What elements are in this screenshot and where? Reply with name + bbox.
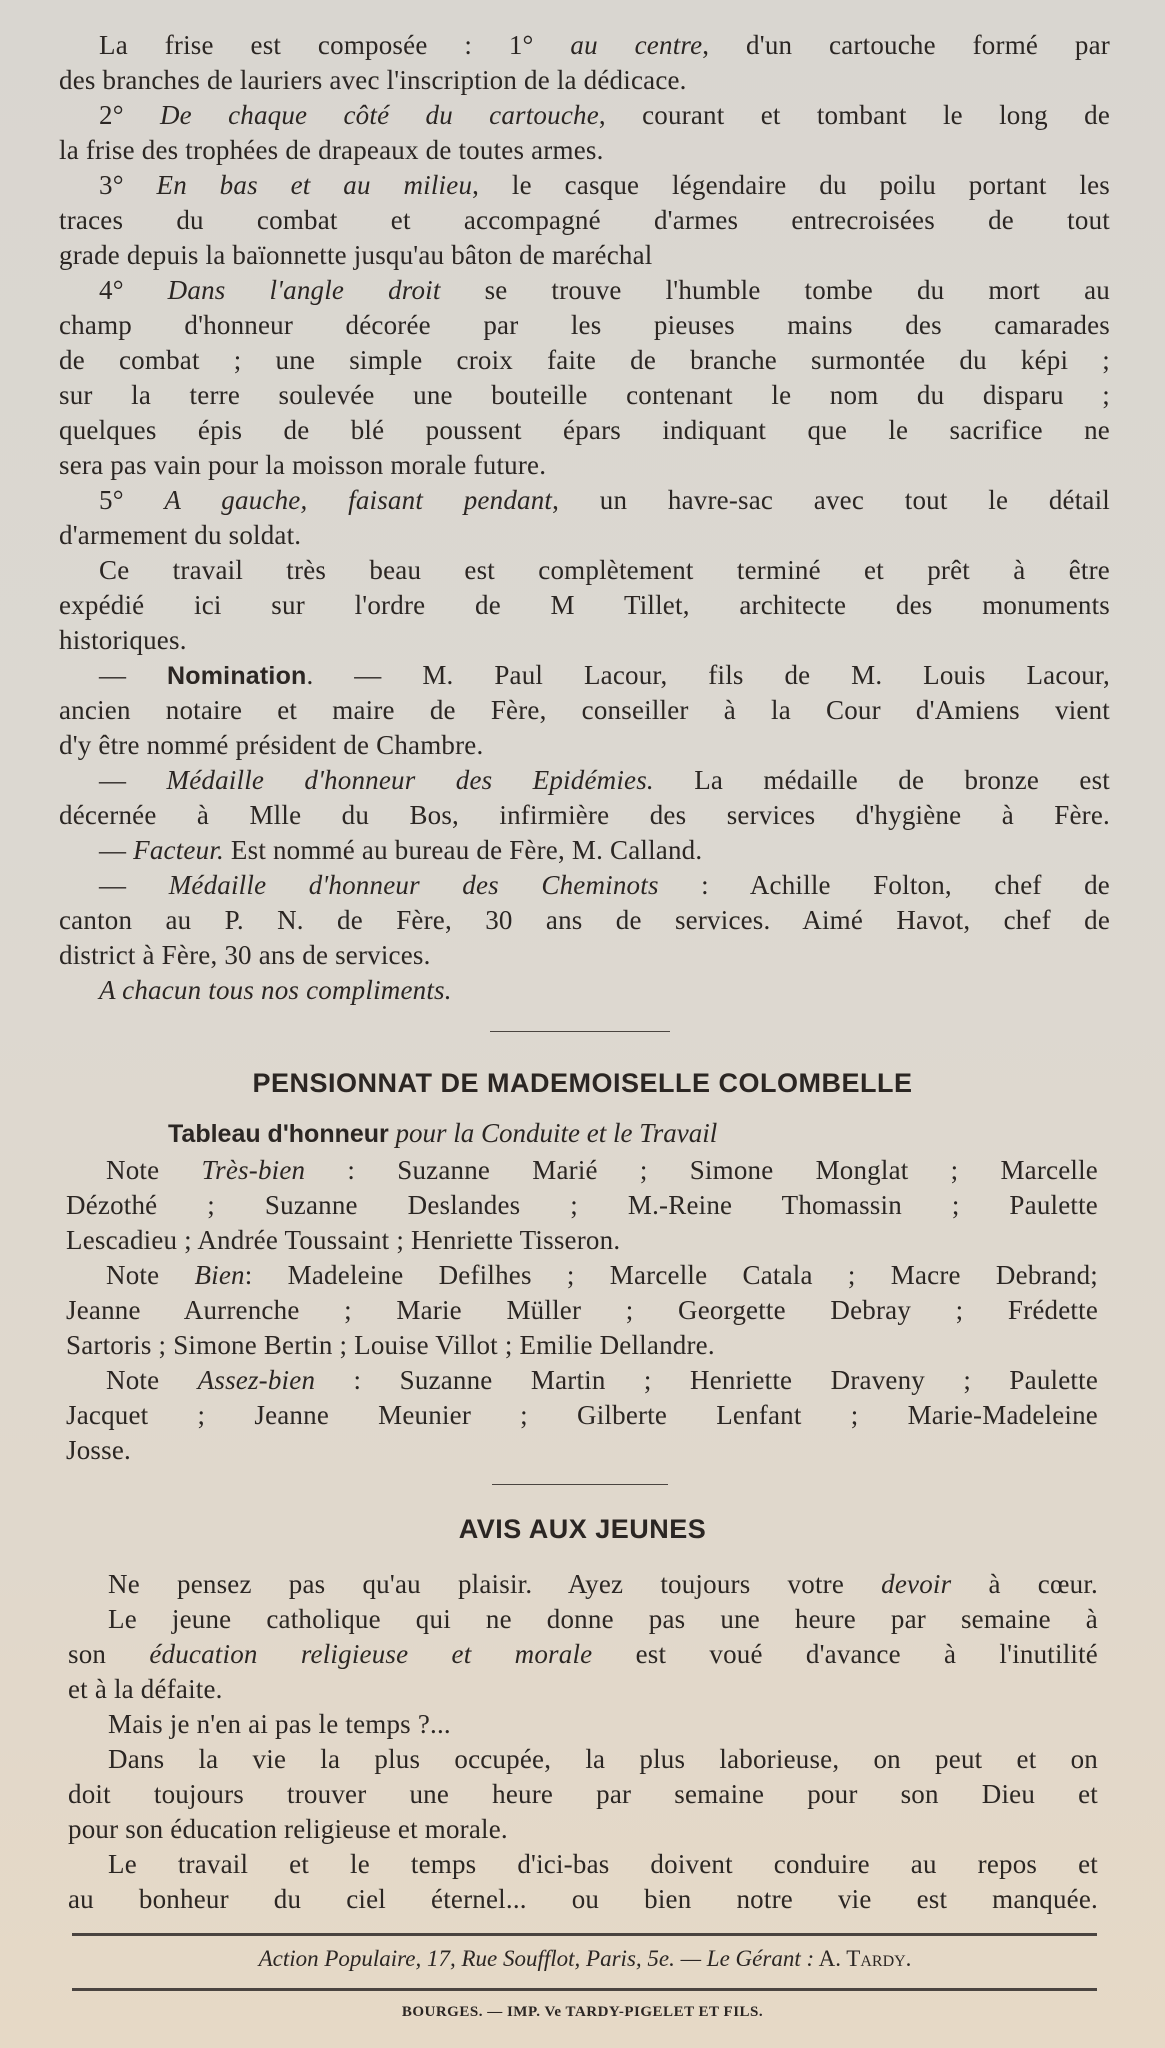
text-line (68, 1637, 1098, 1672)
text-segment: La médaille de bronze est (653, 765, 1110, 795)
text-line (68, 1567, 1098, 1602)
text-line (68, 1602, 1098, 1637)
text-segment: : Suzanne Marié ; Simone Monglat ; Marcelle (305, 1155, 1098, 1185)
text-line (59, 623, 1110, 658)
text-segment: à cœur. (951, 1569, 1098, 1599)
text-line (59, 588, 1110, 623)
italic-text: En bas et au milieu (156, 170, 473, 200)
italic-text: au centre (570, 30, 703, 60)
text-segment: quelques épis de blé poussent épars indiquant que le sacrifice ne (59, 415, 1110, 445)
text-segment: pour son éducation religieuse et morale. (68, 1814, 508, 1844)
italic-text: Très-bien (201, 1155, 306, 1185)
pensionnat-heading: PENSIONNAT DE MADEMOISELLE COLOMBELLE (252, 1068, 913, 1098)
text-segment: ancien notaire et maire de Fère, conseiller à la Cour d'Amiens vient (59, 695, 1110, 725)
text-segment: , courant et tombant le long de (598, 100, 1111, 130)
italic-text: A chacun tous nos compliments. (99, 975, 452, 1005)
text-line (66, 1188, 1098, 1223)
text-segment: doit toujours trouver une heure par semaine pour son Dieu et (68, 1779, 1098, 1809)
italic-text: Médaille d'honneur des Cheminots (168, 870, 659, 900)
text-line (59, 133, 1110, 168)
text-line (59, 553, 1110, 588)
text-line (66, 1258, 1098, 1293)
text-segment: , d'un cartouche formé par (702, 30, 1110, 60)
footer-publisher (85, 1946, 1085, 1972)
text-segment: de combat ; une simple croix faite de branche surmontée du képi ; (59, 345, 1110, 375)
text-segment: au bonheur du ciel éternel... ou bien notre vie est manquée. (68, 1884, 1098, 1914)
manager-name: A. Tardy. (814, 1946, 912, 1971)
text-segment: La frise est composée : 1° (99, 30, 571, 60)
text-line (68, 1812, 1098, 1847)
text-line (66, 1328, 1098, 1363)
italic-text: Assez-bien (197, 1365, 316, 1395)
text-line (66, 1433, 1098, 1468)
italic-text: A gauche, faisant pendant (164, 485, 553, 515)
text-line (66, 1223, 1098, 1258)
text-segment: Note (106, 1155, 202, 1185)
separator-rule (490, 1031, 670, 1032)
text-segment: district à Fère, 30 ans de services. (59, 940, 431, 970)
text-segment: champ d'honneur décorée par les pieuses mains des camarades (59, 310, 1110, 340)
printer-line: BOURGES. — IMP. Ve TARDY-PIGELET ET FILS. (401, 2004, 764, 2020)
text-line (59, 763, 1110, 798)
subtitle-italic: pour la Conduite et le Travail (388, 1118, 718, 1148)
avis-heading: AVIS AUX JEUNES (458, 1514, 707, 1544)
text-segment: est voué d'avance à l'inutilité (592, 1639, 1098, 1669)
text-segment: sera pas vain pour la moisson morale future. (59, 450, 547, 480)
text-line (59, 518, 1110, 553)
text-line (66, 1398, 1098, 1433)
text-segment: Sartoris ; Simone Bertin ; Louise Villot ; Emilie Dellandre. (66, 1330, 715, 1360)
text-segment: . — M. Paul Lacour, fils de M. Louis Lacour, (306, 660, 1110, 690)
pensionnat-section (66, 1153, 1098, 1468)
text-line (59, 728, 1110, 763)
text-line (66, 1293, 1098, 1328)
text-segment: son (68, 1639, 150, 1669)
text-line (59, 343, 1110, 378)
italic-text: éducation religieuse et morale (149, 1639, 593, 1669)
text-segment: d'armement du soldat. (59, 520, 302, 550)
text-segment: Ce travail très beau est complètement terminé et prêt à être (99, 555, 1110, 585)
text-segment: et à la défaite. (68, 1674, 223, 1704)
text-line (59, 238, 1110, 273)
italic-text: Facteur. (133, 835, 224, 865)
text-segment: traces du combat et accompagné d'armes entrecroisées de tout (59, 205, 1110, 235)
italic-text: De chaque côté du cartouche (159, 100, 599, 130)
text-line (59, 203, 1110, 238)
text-line (68, 1672, 1098, 1707)
text-segment: — (99, 870, 169, 900)
text-segment: , un havre-sac avec tout le détail (552, 485, 1110, 515)
text-segment: historiques. (59, 625, 187, 655)
text-segment: 2° (99, 100, 160, 130)
text-line (59, 833, 1110, 868)
text-segment: Ne pensez pas qu'au plaisir. Ayez toujours votre (108, 1569, 882, 1599)
text-segment: expédié ici sur l'ordre de M Tillet, architecte des monuments (59, 590, 1110, 620)
text-line (68, 1847, 1098, 1882)
text-segment: sur la terre soulevée une bouteille contenant le nom du disparu ; (59, 380, 1110, 410)
italic-text: Médaille d'honneur des Epidémies. (166, 765, 654, 795)
text-segment: — (99, 660, 168, 690)
text-line (68, 1707, 1098, 1742)
text-segment: Est nommé au bureau de Fère, M. Calland. (223, 835, 703, 865)
text-line (68, 1742, 1098, 1777)
footer-top-rule (72, 1933, 1097, 1936)
text-line (59, 483, 1110, 518)
text-line (59, 273, 1110, 308)
text-segment: la frise des trophées de drapeaux de toutes armes. (59, 135, 604, 165)
text-line (59, 28, 1110, 63)
text-line (59, 693, 1110, 728)
italic-text: Dans l'angle droit (167, 275, 441, 305)
text-segment: : Achille Folton, chef de (658, 870, 1110, 900)
text-line (59, 378, 1110, 413)
text-line (59, 308, 1110, 343)
italic-text: Bien (194, 1260, 245, 1290)
text-segment: 3° (99, 170, 157, 200)
footer-bottom-rule (72, 1988, 1097, 1991)
text-line (66, 1153, 1098, 1188)
text-segment: canton au P. N. de Fère, 30 ans de services. Aimé Havot, chef de (59, 905, 1110, 935)
text-segment: Dézothé ; Suzanne Deslandes ; M.-Reine Thomassin ; Paulette (66, 1190, 1098, 1220)
text-line (59, 98, 1110, 133)
text-line (59, 658, 1110, 693)
text-line (68, 1777, 1098, 1812)
text-segment: Le jeune catholique qui ne donne pas une heure par semaine à (108, 1604, 1098, 1634)
subtitle-bold: Tableau d'honneur (168, 1120, 389, 1148)
text-line (59, 973, 1110, 1008)
italic-text: devoir (881, 1569, 952, 1599)
avis-section (68, 1567, 1098, 1917)
text-segment: : Suzanne Martin ; Henriette Draveny ; Paulette (315, 1365, 1099, 1395)
separator-rule (492, 1484, 668, 1485)
text-segment: — (99, 765, 167, 795)
text-segment: d'y être nommé président de Chambre. (59, 730, 484, 760)
text-line (59, 413, 1110, 448)
text-segment: Le travail et le temps d'ici-bas doivent conduire au repos et (108, 1849, 1098, 1879)
text-segment: Note (106, 1260, 195, 1290)
text-line (59, 903, 1110, 938)
text-segment: Mais je n'en ai pas le temps ?... (108, 1709, 451, 1739)
tableau-honneur-subtitle (168, 1118, 717, 1149)
text-segment: Josse. (66, 1435, 131, 1465)
text-segment: , le casque légendaire du poilu portant les (472, 170, 1111, 200)
text-line (68, 1882, 1098, 1917)
text-line (59, 168, 1110, 203)
text-segment: Jeanne Aurrenche ; Marie Müller ; Georgette Debray ; Frédette (66, 1295, 1098, 1325)
text-segment: décernée à Mlle du Bos, infirmière des services d'hygiène à Fère. (59, 800, 1110, 830)
text-segment: Lescadieu ; Andrée Toussaint ; Henriette Tisseron. (66, 1225, 621, 1255)
text-segment: Jacquet ; Jeanne Meunier ; Gilberte Lenfant ; Marie-Madeleine (66, 1400, 1098, 1430)
text-line (59, 798, 1110, 833)
text-segment: se trouve l'humble tombe du mort au (440, 275, 1110, 305)
text-segment: Dans la vie la plus occupée, la plus laborieuse, on peut et on (108, 1744, 1098, 1774)
text-segment: des branches de lauriers avec l'inscription de la dédicace. (59, 65, 687, 95)
text-line (59, 868, 1110, 903)
text-line (59, 63, 1110, 98)
text-segment: : Madeleine Defilhes ; Marcelle Catala ; Macre Debrand; (244, 1260, 1098, 1290)
publisher-text: Action Populaire, 17, Rue Soufflot, Paris, 5e. — Le Gérant : (258, 1946, 815, 1971)
article-section (59, 28, 1110, 1008)
text-line (66, 1363, 1098, 1398)
text-line (59, 938, 1110, 973)
text-segment: — (99, 835, 134, 865)
text-line (59, 448, 1110, 483)
text-segment: grade depuis la baïonnette jusqu'au bâton de maréchal (59, 240, 653, 270)
text-segment: 4° (99, 275, 168, 305)
bold-text: Nomination (167, 662, 307, 690)
text-segment: 5° (99, 485, 165, 515)
text-segment: Note (106, 1365, 198, 1395)
